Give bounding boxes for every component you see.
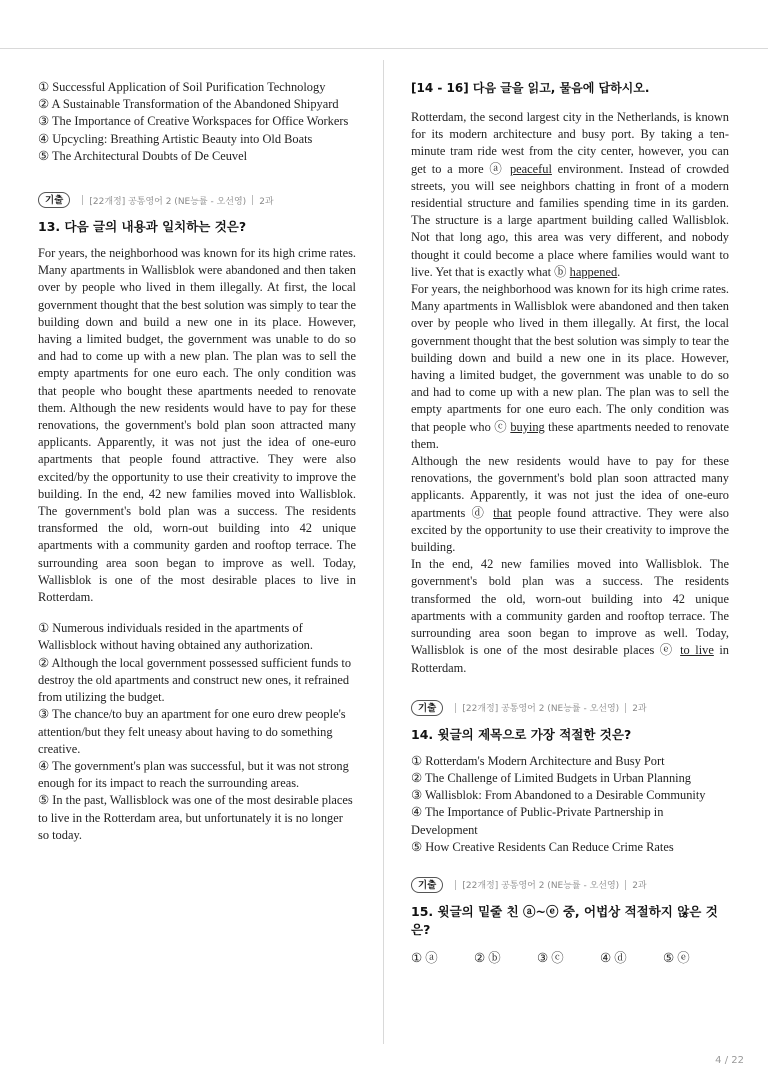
right-column <box>411 79 729 966</box>
question-source: [22개정] 공통영어 2 (NE능률 - 오선영) <box>89 196 247 207</box>
question-title: 13. 다음 글의 내용과 일치하는 것은? <box>38 219 247 235</box>
mark-a: ⓐ <box>489 161 505 176</box>
question-lesson: 2과 <box>632 704 647 715</box>
q15-choices <box>411 948 729 966</box>
question-tag: 기출 <box>38 192 70 208</box>
question-source-row <box>411 876 729 894</box>
left-column <box>38 79 356 844</box>
choice[interactable]: ③ ⓒ <box>537 950 564 965</box>
option[interactable]: ④ The Importance of Public-Private Partnership in Development <box>411 805 664 837</box>
question-tag: 기출 <box>411 700 443 716</box>
question-passage: For years, the neighborhood was known for its high crime rates. Many apartments in Wallisblok were abandoned and then taken over by people who lived in them illegally. At first, the local government thought that the best solution was simply to tear the building down and build a new one in its place. However, having a limited budget, the government was unable to do so and had to come up with a new plan. The plan was to sell the empty apartments for one euro each. The only condition was that people who bought these apartments needed to renovate them. Although the new residents would have to pay for these renovations, the government's bold plan soon attracted many applicants. Apparently, it was not just the idea of one-euro apartments that people found attractive. They were also excited/by the opportunity to use their creativity to improve the building. In the end, 42 new families moved into Wallisblok. The government's bold plan was a success. The residents transformed the old, worn-out building into 42 unique apartments with a community garden and rooftop terrace. The surrounding area soon began to improve as well. Today, Wallisblok is one of the most desirable places to live in Rotterdam. <box>38 246 356 605</box>
option[interactable]: ① Numerous individuals resided in the apartments of Wallisblock without having obtained any authorization. <box>38 621 313 653</box>
option[interactable]: ② Although the local government possessed sufficient funds to destroy the old apartments and construct new ones, it refrained from utilizing the budget. <box>38 655 352 705</box>
question-source: [22개정] 공통영어 2 (NE능률 - 오선영) <box>462 881 620 892</box>
option[interactable]: ⑤ In the past, Wallisblock was one of the most desirable places to live in the Rotterdam area, but unfortunately it is no longer so today. <box>38 793 353 842</box>
option[interactable]: ⑤ The Architectural Doubts of De Ceuvel <box>38 148 248 163</box>
reading-passage <box>411 109 729 677</box>
q13-options <box>38 620 356 844</box>
underlined-a: peaceful <box>509 161 552 176</box>
choice[interactable]: ① ⓐ <box>411 950 438 965</box>
option[interactable]: ③ The Importance of Creative Workspaces for Office Workers <box>38 114 349 129</box>
option[interactable]: ③ The chance/to buy an apartment for one euro drew people's attention/but they felt uneasy about having to do something creative. <box>38 707 346 756</box>
choice[interactable]: ⑤ ⓔ <box>663 950 690 965</box>
mark-b: ⓑ <box>554 264 567 279</box>
option[interactable]: ④ The government's plan was successful, but it was not strong enough for its impact to reach the surrounding areas. <box>38 758 349 791</box>
choice[interactable]: ④ ⓓ <box>600 950 627 965</box>
passage-paragraph: Although the new residents would have to pay for these renovations, the government's bold plan soon attracted many applicants. Apparently, it was not just the idea of one-euro apartments ⓓ that people found attractive. They were also excited by the opportunity to use their creativity to improve the building. <box>411 454 729 555</box>
passage-paragraph: Rotterdam, the second largest city in the Netherlands, is known for its modern architecture and busy port. By taking a ten-minute tram ride west from the city center, however, you can get to a more ⓐ peaceful environment. Instead of crowded streets, you will see neighbors chatting in front of a modern residential structure and families spending time in its garden. The structure is a large apartment building called Wallisblok. Not that long ago, this area was very different, and nobody thought it could become a place where families would want to live. Yet that is exactly what ⓑ happened. <box>411 110 730 279</box>
underlined-c: buying <box>510 419 545 434</box>
question-source: [22개정] 공통영어 2 (NE능률 - 오선영) <box>462 704 620 715</box>
page-number: 4 / 22 <box>715 1055 744 1066</box>
question-source-row <box>411 699 729 717</box>
question-title: 15. 윗글의 밑줄 친 ⓐ~ⓔ 중, 어법상 적절하지 않은 것은? <box>411 903 718 937</box>
mark-d: ⓓ <box>471 505 487 520</box>
mark-c: ⓒ <box>494 419 507 434</box>
header-rule <box>0 48 768 49</box>
option[interactable]: ① Rotterdam's Modern Architecture and Busy Port <box>411 753 665 768</box>
question-tag: 기출 <box>411 877 443 893</box>
underlined-b: happened <box>569 264 618 279</box>
question-lesson: 2과 <box>632 881 647 892</box>
option[interactable]: ④ Upcycling: Breathing Artistic Beauty into Old Boats <box>38 131 313 146</box>
underlined-e: to live <box>680 643 714 658</box>
passage-paragraph: In the end, 42 new families moved into Wallisblok. The government's bold plan was a success. The residents transformed the old, worn-out building into 42 unique apartments with a community garden and rooftop terrace. The surrounding area soon began to improve as well. Today, Wallisblok is one of the most desirable places ⓔ to live in Rotterdam. <box>411 557 729 675</box>
choice[interactable]: ② ⓑ <box>474 950 501 965</box>
option[interactable]: ② A Sustainable Transformation of the Abandoned Shipyard <box>38 97 339 112</box>
q12-options <box>38 79 356 165</box>
underlined-d: that <box>493 505 512 520</box>
column-divider <box>383 60 384 1044</box>
passage-paragraph: For years, the neighborhood was known for its high crime rates. Many apartments in Wallisblok were abandoned and then taken over by people who lived in them illegally. At first, the local government thought that the best solution was simply to tear the building down and build a new one in its place. However, having a limited budget, the government was unable to do so and had to come up with a new plan. The plan was to sell the empty apartments for one euro each. The only condition was that people who ⓒ buying these apartments needed to renovate them. <box>411 282 730 451</box>
question-lesson: 2과 <box>259 196 274 207</box>
q14-options <box>411 753 729 856</box>
option[interactable]: ⑤ How Creative Residents Can Reduce Crime Rates <box>411 839 674 854</box>
question-title: 14. 윗글의 제목으로 가장 적절한 것은? <box>411 726 632 742</box>
option[interactable]: ② The Challenge of Limited Budgets in Urban Planning <box>411 770 691 785</box>
option[interactable]: ① Successful Application of Soil Purification Technology <box>38 80 326 94</box>
question-source-row <box>38 191 356 209</box>
mark-e: ⓔ <box>659 643 675 658</box>
section-heading: [14 - 16] 다음 글을 읽고, 물음에 답하시오. <box>411 81 650 95</box>
option[interactable]: ③ Wallisblok: From Abandoned to a Desirable Community <box>411 788 706 803</box>
